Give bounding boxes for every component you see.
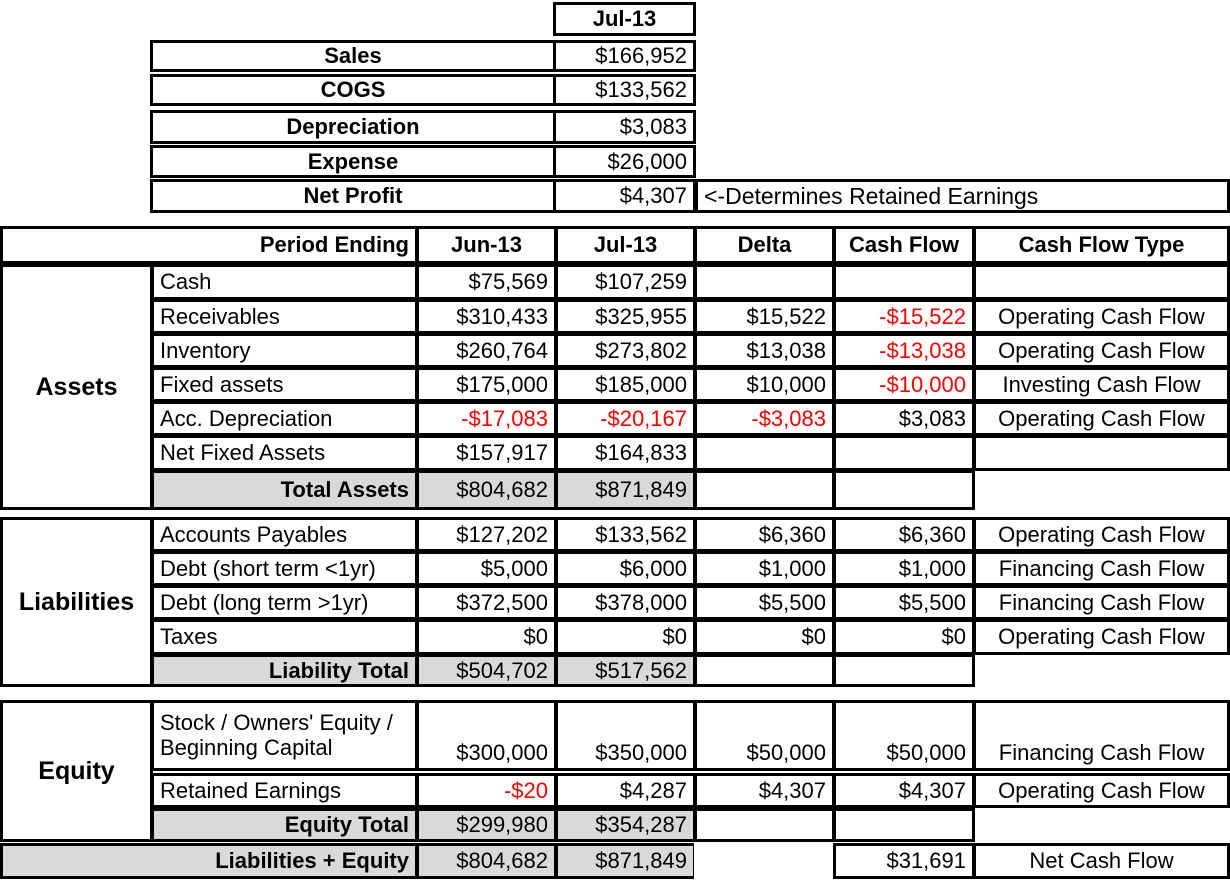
grand-total-delta-empty xyxy=(694,843,835,879)
total-prior-equity: $299,980 xyxy=(416,808,557,842)
total-cashflow-liabilities-empty xyxy=(833,654,975,687)
row-type-assets-3: Investing Cash Flow xyxy=(973,367,1230,402)
row-prior-liabilities-3: $0 xyxy=(416,619,557,655)
row-cashflow-equity-1: $4,307 xyxy=(833,773,975,808)
row-type-assets-0 xyxy=(973,264,1230,300)
section-label-liabilities: Liabilities xyxy=(0,517,153,687)
row-cashflow-liabilities-0: $6,360 xyxy=(833,517,975,552)
row-delta-assets-4: -$3,083 xyxy=(694,401,835,436)
row-current-equity-0: $350,000 xyxy=(555,700,696,771)
income-row-value-4: $4,307 xyxy=(553,179,696,213)
row-delta-assets-3: $10,000 xyxy=(694,367,835,402)
row-current-liabilities-2: $378,000 xyxy=(555,585,696,620)
row-type-assets-5 xyxy=(973,435,1230,471)
balance-header-prior: Jun-13 xyxy=(416,226,557,264)
row-current-liabilities-1: $6,000 xyxy=(555,551,696,586)
grand-total-prior: $804,682 xyxy=(416,843,557,879)
row-type-liabilities-0: Operating Cash Flow xyxy=(973,517,1230,552)
row-type-equity-0: Financing Cash Flow xyxy=(973,700,1230,771)
balance-header-current: Jul-13 xyxy=(555,226,696,264)
income-row-value-3: $26,000 xyxy=(553,145,696,178)
total-cashflow-assets-empty xyxy=(833,470,975,510)
total-prior-assets: $804,682 xyxy=(416,470,557,510)
total-label-assets: Total Assets xyxy=(151,470,418,510)
row-prior-assets-1: $310,433 xyxy=(416,299,557,334)
row-cashflow-liabilities-3: $0 xyxy=(833,619,975,655)
grand-total-label: Liabilities + Equity xyxy=(0,843,418,879)
row-current-assets-4: -$20,167 xyxy=(555,401,696,436)
income-row-label-4: Net Profit xyxy=(150,179,556,213)
income-row-label-2: Depreciation xyxy=(150,110,556,144)
row-delta-liabilities-2: $5,500 xyxy=(694,585,835,620)
row-cashflow-equity-0: $50,000 xyxy=(833,700,975,771)
row-cashflow-assets-4: $3,083 xyxy=(833,401,975,436)
total-current-liabilities: $517,562 xyxy=(555,654,696,687)
balance-header-cash-flow-type: Cash Flow Type xyxy=(973,226,1230,264)
income-row-value-0: $166,952 xyxy=(553,40,696,72)
row-delta-assets-2: $13,038 xyxy=(694,333,835,368)
row-label-equity-1: Retained Earnings xyxy=(151,773,418,808)
row-prior-liabilities-1: $5,000 xyxy=(416,551,557,586)
balance-header-cash-flow: Cash Flow xyxy=(833,226,975,264)
row-delta-liabilities-3: $0 xyxy=(694,619,835,655)
total-delta-assets-empty xyxy=(694,470,835,510)
row-cashflow-liabilities-1: $1,000 xyxy=(833,551,975,586)
row-delta-equity-0: $50,000 xyxy=(694,700,835,771)
income-row-label-1: COGS xyxy=(150,74,556,106)
row-type-assets-1: Operating Cash Flow xyxy=(973,299,1230,334)
section-label-equity: Equity xyxy=(0,700,153,842)
section-label-assets: Assets xyxy=(0,264,153,510)
row-current-assets-1: $325,955 xyxy=(555,299,696,334)
row-current-liabilities-0: $133,562 xyxy=(555,517,696,552)
income-row-value-1: $133,562 xyxy=(553,74,696,106)
row-delta-assets-1: $15,522 xyxy=(694,299,835,334)
grand-total-type: Net Cash Flow xyxy=(973,843,1230,879)
row-type-liabilities-2: Financing Cash Flow xyxy=(973,585,1230,620)
income-row-label-3: Expense xyxy=(150,145,556,178)
row-cashflow-assets-5 xyxy=(833,435,975,471)
income-period-header: Jul-13 xyxy=(553,2,696,36)
row-delta-equity-1: $4,307 xyxy=(694,773,835,808)
row-current-equity-1: $4,287 xyxy=(555,773,696,808)
row-prior-equity-1: -$20 xyxy=(416,773,557,808)
row-label-liabilities-0: Accounts Payables xyxy=(151,517,418,552)
income-row-label-0: Sales xyxy=(150,40,556,72)
row-label-assets-0: Cash xyxy=(151,264,418,300)
row-prior-assets-2: $260,764 xyxy=(416,333,557,368)
row-prior-assets-3: $175,000 xyxy=(416,367,557,402)
row-label-assets-4: Acc. Depreciation xyxy=(151,401,418,436)
row-cashflow-liabilities-2: $5,500 xyxy=(833,585,975,620)
row-current-assets-2: $273,802 xyxy=(555,333,696,368)
row-cashflow-assets-0 xyxy=(833,264,975,300)
row-label-liabilities-2: Debt (long term >1yr) xyxy=(151,585,418,620)
row-label-assets-1: Receivables xyxy=(151,299,418,334)
row-delta-assets-5 xyxy=(694,435,835,471)
row-current-liabilities-3: $0 xyxy=(555,619,696,655)
row-type-liabilities-3: Operating Cash Flow xyxy=(973,619,1230,655)
total-delta-liabilities-empty xyxy=(694,654,835,687)
row-cashflow-assets-1: -$15,522 xyxy=(833,299,975,334)
row-type-liabilities-1: Financing Cash Flow xyxy=(973,551,1230,586)
balance-header-period-ending: Period Ending xyxy=(0,226,418,264)
row-prior-equity-0: $300,000 xyxy=(416,700,557,771)
row-prior-assets-4: -$17,083 xyxy=(416,401,557,436)
row-label-assets-2: Inventory xyxy=(151,333,418,368)
row-prior-assets-5: $157,917 xyxy=(416,435,557,471)
row-delta-liabilities-1: $1,000 xyxy=(694,551,835,586)
row-type-equity-1: Operating Cash Flow xyxy=(973,773,1230,808)
total-label-equity: Equity Total xyxy=(151,808,418,842)
row-label-liabilities-3: Taxes xyxy=(151,619,418,655)
row-prior-liabilities-0: $127,202 xyxy=(416,517,557,552)
retained-earnings-note: <-Determines Retained Earnings xyxy=(695,179,1230,213)
total-current-equity: $354,287 xyxy=(555,808,696,842)
row-label-assets-5: Net Fixed Assets xyxy=(151,435,418,471)
row-cashflow-assets-3: -$10,000 xyxy=(833,367,975,402)
row-type-assets-2: Operating Cash Flow xyxy=(973,333,1230,368)
total-cashflow-equity-empty xyxy=(833,808,975,842)
row-current-assets-3: $185,000 xyxy=(555,367,696,402)
row-current-assets-5: $164,833 xyxy=(555,435,696,471)
row-label-liabilities-1: Debt (short term <1yr) xyxy=(151,551,418,586)
total-label-liabilities: Liability Total xyxy=(151,654,418,687)
row-delta-liabilities-0: $6,360 xyxy=(694,517,835,552)
row-cashflow-assets-2: -$13,038 xyxy=(833,333,975,368)
total-delta-equity-empty xyxy=(694,808,835,842)
income-row-value-2: $3,083 xyxy=(553,110,696,144)
total-current-assets: $871,849 xyxy=(555,470,696,510)
row-type-assets-4: Operating Cash Flow xyxy=(973,401,1230,436)
row-label-assets-3: Fixed assets xyxy=(151,367,418,402)
row-current-assets-0: $107,259 xyxy=(555,264,696,300)
row-delta-assets-0 xyxy=(694,264,835,300)
grand-total-cash-flow: $31,691 xyxy=(833,843,975,879)
total-prior-liabilities: $504,702 xyxy=(416,654,557,687)
grand-total-current: $871,849 xyxy=(555,843,696,879)
balance-header-delta: Delta xyxy=(694,226,835,264)
row-prior-assets-0: $75,569 xyxy=(416,264,557,300)
row-label-equity-0: Stock / Owners' Equity / Beginning Capital xyxy=(151,700,418,771)
row-prior-liabilities-2: $372,500 xyxy=(416,585,557,620)
